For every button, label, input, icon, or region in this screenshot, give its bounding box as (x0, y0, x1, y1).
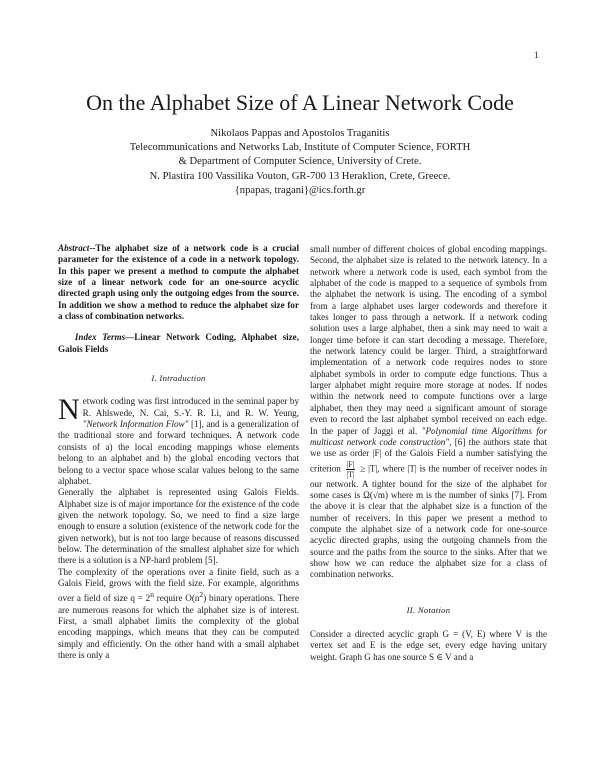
page-number: 1 (534, 50, 539, 60)
intro-paragraph-3: The complexity of the operations over a finite field, such as a Galois Field, grows with the field size. For example, algorithms over a field of size $q = 2^n$ require $O(n^2)$ binary operations. There are numerous reasons for which the alphabet size is of interest. First, a small alphabet limits the complexity of the global encoding mappings, which means that they can be computed simply and efficiently. On the other hand with a small alphabet there is only a (58, 566, 299, 661)
paper-title: On the Alphabet Size of A Linear Network Code (86, 90, 514, 115)
author-names: Nikolaos Pappas and Apostolos Traganitis (210, 128, 390, 139)
intro-paragraph-2: Generally the alphabet is represented using Galois Fields. Alphabet size is of major importance for the existence of the code given the network topology. So, we need to find a size large enough to ensure a solution (existence of the network code for the given network), but is not too large because of reasons discussed below. The determination of the smallest alphabet size for which there is a solution is a NP-hard problem [5]. (58, 487, 299, 566)
left-column (58, 243, 299, 661)
affiliation-line-1: Telecommunications and Networks Lab, Institute of Computer Science, FORTH (129, 142, 471, 154)
citation-title-2: "Polynomial time Algorithms for multicast network code construction" (310, 425, 547, 447)
index-terms-label: Index Terms (74, 332, 126, 343)
fraction-numerator: |F| (346, 459, 355, 469)
section-heading-introduction: I. Introduction (151, 373, 206, 384)
right-paragraph-1: small number of different choices of global encoding mappings. Second, the alphabet size is related to the network latency. In a network where a network code is used, each symbol from the alphabet of the code is mapped to a sequence of symbols from the alphabet the network is using. The encoding of a symbol from a large alphabet uses larger codewords and therefore it takes longer to pass through a network. If a network coding solution uses a large alphabet, then a sink may need to wait a longer time before it can start decoding a message. Therefore, the network latency could be larger. Third, a straightforward implementation of a network code requires nodes to store alphabet symbols in order to compute edge functions. Thus a larger alphabet might require more storage at nodes. If nodes within the network need to compute functions over a large alphabet, then they may need a significant amount of storage even to record the last alphabet symbol received on each edge. In the paper of Jaggi et al. "Polynomial time Algorithms for multicast network code construction", [6] the authors state that we use as order |F| of the Galois Field a number satisfying the criterion $\frac{|F|}{|T|}$ ≥ |T|, where |T| is the number of receiver nodes in our network. A tighter bound for the size of the alphabet for some cases is Ω(√m) where m is the number of sinks [7]. From the above it is clear that the alphabet size is a function of the number of receivers. In this paper we present a method to compute the alphabet size of a network code for one-source acyclic directed graphs, using the outgoing channels from the source and the paths from the source to the sinks. After that we show how we can reduce the alphabet size for a class of combination networks. (310, 244, 547, 580)
author-block (0, 127, 600, 198)
email-line: {npapas, tragani}@ics.forth.gr (234, 184, 366, 196)
abstract (58, 243, 299, 322)
index-terms (58, 332, 299, 355)
address-line: N. Plastira 100 Vassilika Vouton, GR-700 13 Heraklion, Crete, Greece. (149, 170, 451, 182)
drop-cap: N (58, 393, 80, 427)
abstract-label: Abstract (58, 243, 90, 253)
abstract-text: --The alphabet size of a network code is a crucial parameter for the existence of a code in a network topology. In this paper we present a method to compute the alphabet size of a linear network code for an one-source acyclic directed graph using only the outgoing edges from the source. In addition we show a method to reduce the alphabet size for a class of combination networks. (58, 243, 299, 322)
affiliation-line-2: & Department of Computer Science, University of Crete. (178, 156, 422, 168)
intro-paragraph-1: Network coding was first introduced in the seminal paper by R. Ahlswede, N. Cai, S.-Y. R. Li, and R. W. Yeung, "Network Information Flow" [1], and is a generalization of the traditional store and forward techniques. A network code consists of a) the local encoding mappings whose elements belong to an alphabet and b) the global encoding vectors that belong to a vector space whose scalar values belong to the same alphabet. (58, 393, 299, 486)
citation-title: "Network Information Flow" (82, 419, 189, 430)
notation-paragraph: Consider a directed acyclic graph G = (V, E) where V is the vertex set and E is the edge set, every edge having unitary weight. Graph G has one source S ∈ V and a (310, 628, 547, 662)
section-heading-notation: II. Notation (406, 604, 451, 615)
right-column (310, 244, 547, 663)
fraction (346, 460, 356, 479)
fraction-denominator: |T| (346, 469, 355, 479)
index-terms-text: —Linear Network Coding, Alphabet size, Galois Fields (58, 332, 299, 354)
